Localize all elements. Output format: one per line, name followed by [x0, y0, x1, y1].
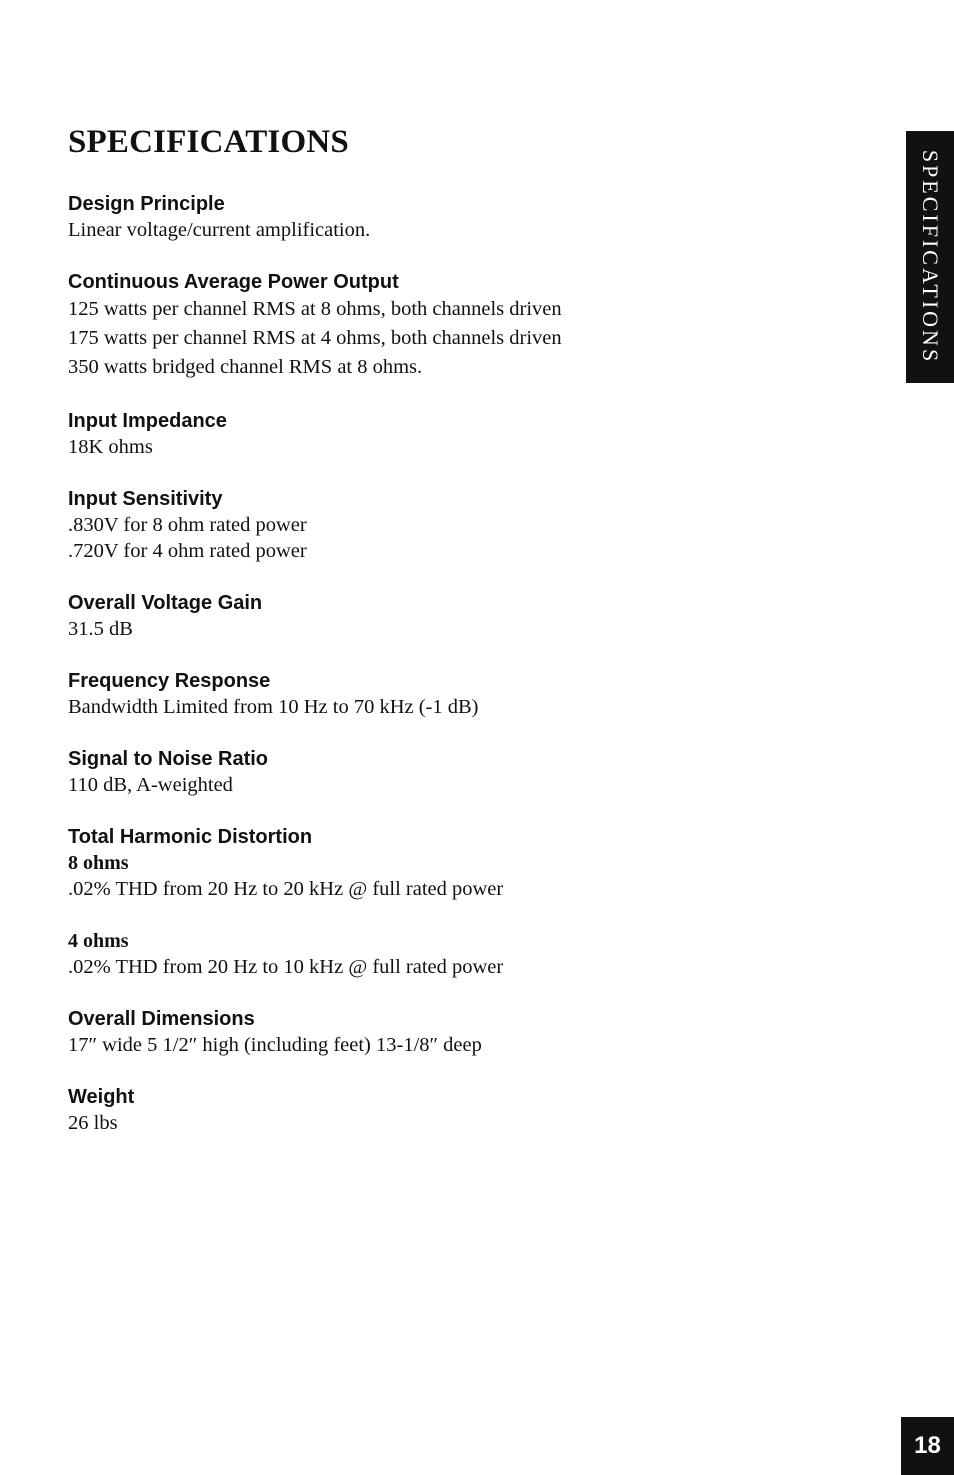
spec-heading: Frequency Response: [68, 670, 271, 692]
spec-value: 175 watts per channel RMS at 4 ohms, both channels driven: [68, 327, 562, 349]
spec-value: .02% THD from 20 Hz to 20 kHz @ full rated power: [68, 878, 504, 900]
thd-8-ohms: [68, 850, 868, 902]
spec-thd: [68, 824, 868, 980]
spec-heading: Overall Dimensions: [68, 1008, 255, 1030]
page-title: SPECIFICATIONS: [68, 124, 349, 160]
spec-input-sensitivity: [68, 486, 868, 564]
thd-sub-heading: 8 ohms: [68, 852, 129, 874]
spec-heading: Input Sensitivity: [68, 488, 223, 510]
spec-value: 18K ohms: [68, 436, 153, 458]
spec-value: 125 watts per channel RMS at 8 ohms, both channels driven: [68, 298, 562, 320]
spec-voltage-gain: [68, 590, 868, 642]
spec-value: 17″ wide 5 1/2″ high (including feet) 13-1/8″ deep: [68, 1034, 482, 1056]
spec-heading: Overall Voltage Gain: [68, 592, 263, 614]
spec-value: Bandwidth Limited from 10 Hz to 70 kHz (-1 dB): [68, 696, 479, 718]
spec-value: 110 dB, A-weighted: [68, 774, 233, 796]
spec-frequency-response: [68, 668, 868, 720]
page-number: 18: [901, 1417, 954, 1475]
spec-heading: Design Principle: [68, 193, 225, 215]
specifications-list: [68, 191, 868, 1162]
spec-value: .830V for 8 ohm rated power: [68, 514, 307, 536]
spec-dimensions: [68, 1006, 868, 1058]
spec-value: .720V for 4 ohm rated power: [68, 540, 307, 562]
spec-value: .02% THD from 20 Hz to 10 kHz @ full rated power: [68, 956, 504, 978]
thd-sub-heading: 4 ohms: [68, 930, 129, 952]
spec-design-principle: [68, 191, 868, 243]
spec-heading: Signal to Noise Ratio: [68, 748, 269, 770]
spec-value: 26 lbs: [68, 1112, 118, 1134]
spec-weight: [68, 1084, 868, 1136]
spec-value: Linear voltage/current amplification.: [68, 219, 371, 241]
spec-signal-to-noise: [68, 746, 868, 798]
spec-value: 31.5 dB: [68, 618, 133, 640]
spec-heading: Continuous Average Power Output: [68, 271, 399, 293]
spec-heading: Input Impedance: [68, 410, 227, 432]
spec-input-impedance: [68, 408, 868, 460]
section-side-tab: [906, 131, 954, 383]
spec-value: 350 watts bridged channel RMS at 8 ohms.: [68, 356, 423, 378]
spec-heading: Weight: [68, 1086, 135, 1108]
spec-power-output: [68, 269, 868, 382]
thd-4-ohms: [68, 928, 868, 980]
spec-heading: Total Harmonic Distortion: [68, 826, 313, 848]
side-tab-label: SPECIFICATIONS: [918, 149, 943, 365]
